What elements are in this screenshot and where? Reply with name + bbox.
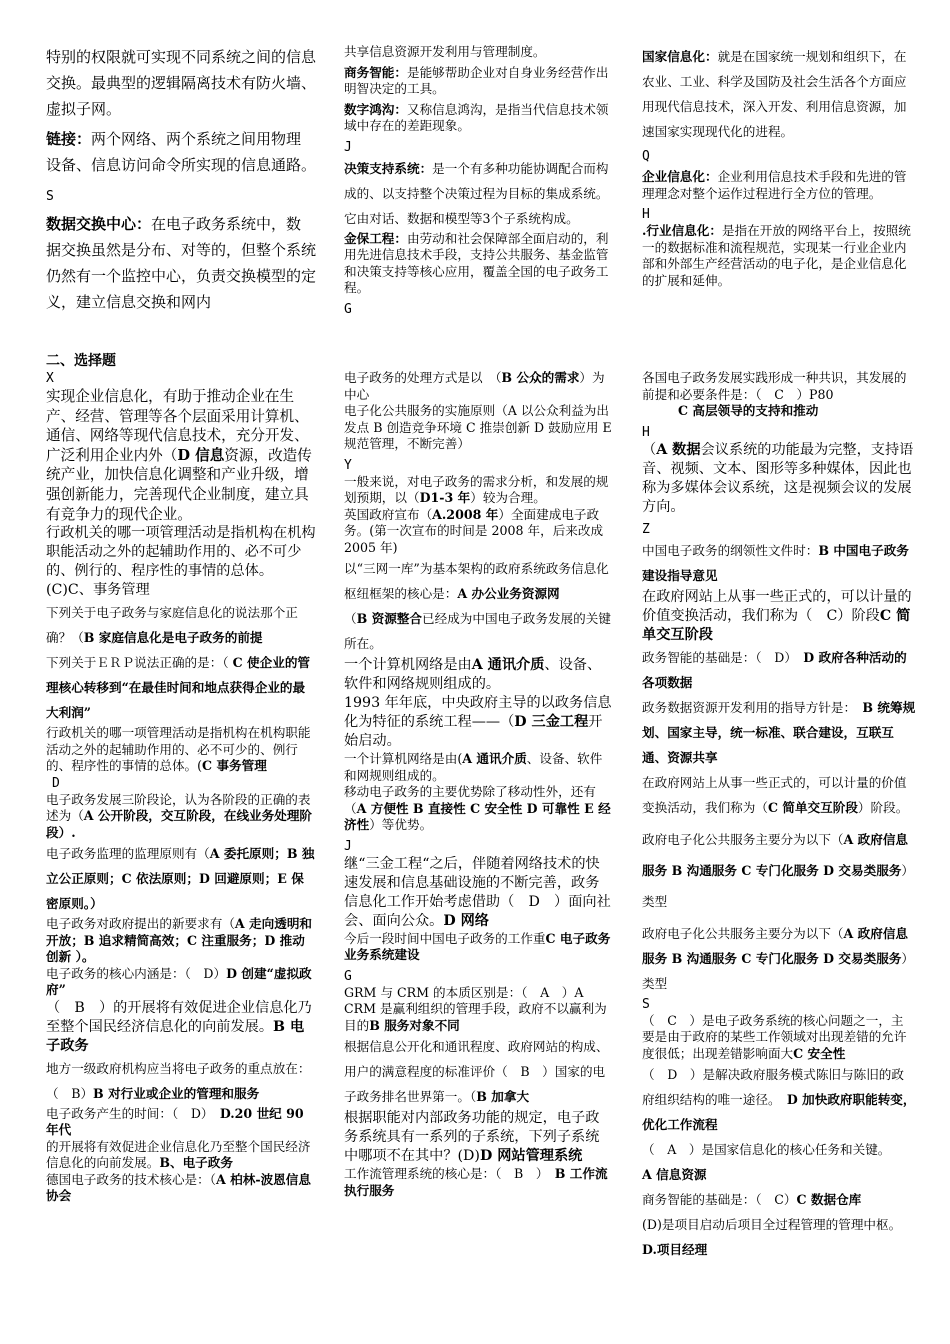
answer: A.2008 年 bbox=[432, 506, 499, 522]
index-letter: D bbox=[52, 775, 60, 791]
index-letter: Y bbox=[344, 457, 352, 473]
question bbox=[642, 770, 916, 820]
definition: 是能够帮助企业对自身业务经营作出明智决定的工具。 bbox=[344, 64, 609, 96]
question-text: 以“三网一库”为基本架构的政府系统政务信息化枢纽框架的核心是： bbox=[344, 561, 609, 601]
question-text: （ B ）的开展将有效促进企业信息化乃至整个国民经济信息化的向前发展。 bbox=[46, 999, 312, 1035]
answer: A 走向透明和开放；B 追求精简高效；C 注重服务；D 推动创新 ）。 bbox=[46, 916, 313, 965]
question-text: 政府电子化公共服务主要分为以下（ bbox=[642, 831, 844, 847]
definition-enterprise bbox=[642, 169, 916, 202]
text-paragraph: 特别的权限就可实现不同系统之间的信息交换。最典型的逻辑隔离技术有防火墙、虚拟子网。 bbox=[46, 48, 317, 118]
answer: C 电子政务业务系统建设 bbox=[344, 930, 611, 962]
question-text: 中国电子政务的纲领性文件时： bbox=[642, 542, 819, 558]
question-text: 电子政务对政府提出的新要求有（ bbox=[46, 916, 235, 932]
question-text: 下列关于ＥＲＰ说法正确的是：（ bbox=[46, 655, 233, 671]
question-text: 资源，改造传统产业，加快信息化调整和产业升级，增强创新能力，完善现代企业制度，建立具有竞争力的现代企业。 bbox=[46, 446, 312, 523]
index-letter: X bbox=[46, 371, 54, 386]
answer: C 安全性 bbox=[793, 1045, 846, 1061]
index-letter: Q bbox=[642, 149, 650, 164]
answer: D 三金工程 bbox=[514, 714, 589, 730]
question-text: 政府电子化公共服务主要分为以下（ bbox=[642, 925, 844, 941]
question bbox=[344, 474, 612, 507]
answer: C 简单交互阶段 bbox=[767, 799, 858, 815]
section-title: 二、选择题 bbox=[46, 353, 116, 369]
question bbox=[46, 999, 316, 1056]
answer: D 加快政府职能转变，优化工作流程 bbox=[642, 1092, 916, 1132]
definition: 是一个有多种功能协调配合而构成的、以支持整个决策过程为目标的集成系统。它由对话、数据和模型等3个子系统构成。 bbox=[344, 160, 609, 226]
question-text: 会议系统的功能最为完整，支持语音、视频、文本、图形等多种媒体，因此也称为多媒体会议系统，这是视频会议的发展方向。 bbox=[642, 441, 914, 515]
answer: A 办公业务资源网 bbox=[457, 586, 560, 601]
question-text: 一个计算机网络是由( bbox=[344, 751, 463, 766]
answer: A 通讯介质 bbox=[462, 751, 527, 766]
question-text: ）阶段。 bbox=[857, 799, 909, 815]
question bbox=[642, 441, 916, 517]
question bbox=[642, 695, 916, 770]
question bbox=[344, 985, 612, 1035]
answer: B 工作流执行服务 bbox=[344, 1166, 608, 1198]
answer: D1-3 年 bbox=[419, 490, 471, 505]
answer: D 信息 bbox=[177, 446, 225, 464]
definition-digital-gap bbox=[344, 102, 612, 135]
answer: B 电子政务 bbox=[46, 1018, 305, 1054]
index-letter: S bbox=[642, 996, 650, 1012]
question-text: 电子政务产生的时间：（ D） bbox=[46, 1105, 220, 1121]
question bbox=[344, 855, 612, 931]
question-text: ）等优势。 bbox=[369, 817, 433, 832]
question-text: 电子政务的处理方式是以 （ bbox=[344, 370, 502, 385]
definition-link bbox=[46, 126, 316, 178]
question-text: 英国政府宣布（ bbox=[344, 506, 433, 522]
question bbox=[344, 656, 612, 694]
questions-column-2 bbox=[344, 370, 612, 1199]
definitions-column-3 bbox=[642, 44, 916, 289]
definition: 两个网络、两个系统之间用物理设备、信息访问命令所实现的信息通路。 bbox=[46, 130, 317, 174]
index-letter: H bbox=[642, 207, 650, 222]
question bbox=[344, 370, 612, 403]
question bbox=[46, 1172, 316, 1205]
answer: B 家庭信息化是电子政务的前提 bbox=[83, 630, 263, 646]
definitions-section bbox=[46, 44, 916, 340]
answer: C 使企业的管理核心转移到“在最佳时间和地点获得企业的最大利润” bbox=[46, 655, 311, 721]
question bbox=[46, 1139, 316, 1172]
question-text: 的开展将有效促进企业信息化乃至整个国民经济信息化的向前发展。 bbox=[46, 1138, 311, 1171]
answer: A 委托原则；B 独立公正原则；C 依法原则；D 回避原则；E 保密原则。） bbox=[46, 846, 315, 912]
question-text: 商务智能的基础是：（ C） bbox=[642, 1192, 797, 1207]
question-text: 电子政务监理的监理原则有（ bbox=[46, 846, 210, 862]
question-text: 各国电子政务发展实践形成一种共识，其发展的前提和必要条件是：（ C ）P80 bbox=[642, 370, 907, 402]
question-text: 在政府网站上从事一些正式的，可以计量的价值变换活动，我们称为（ bbox=[642, 774, 907, 815]
question-text: ）较为合理。 bbox=[470, 490, 546, 505]
question bbox=[642, 370, 916, 420]
question-text: 电子政务发展三阶段论，认为各阶段的正确的表述为（ bbox=[46, 791, 311, 824]
definition-data-exchange bbox=[46, 211, 316, 315]
question bbox=[46, 1056, 316, 1106]
question bbox=[46, 725, 316, 775]
question bbox=[344, 784, 612, 834]
question bbox=[642, 921, 916, 996]
definition: 企业利用信息技术手段和先进的管理理念对整个运作过程进行全方位的管理。 bbox=[642, 169, 907, 201]
answer: B、电子政务 bbox=[159, 1155, 233, 1171]
question-text: 政务智能的基础是：（ D） bbox=[642, 649, 804, 665]
question bbox=[344, 606, 612, 656]
answer: D 政府各种活动的各项数据 bbox=[642, 649, 907, 690]
question-text: 、设备、软件和网络规则组成的。 bbox=[344, 657, 602, 692]
index-letter: S bbox=[46, 189, 54, 204]
answer: B 对行业或企业的管理和服务 bbox=[93, 1085, 260, 1101]
question-text: 电子政务的核心内涵是：（ D） bbox=[46, 965, 227, 981]
question bbox=[344, 931, 612, 964]
question-text: 工作流管理系统的核心是：（ B ） bbox=[344, 1166, 555, 1181]
answer: A 政府信息服务 B 沟通服务 C 专门化服务 D 交易类服务 bbox=[642, 831, 909, 878]
answer: D.20 世纪 90 年代 bbox=[46, 1105, 304, 1138]
definition: 在电子政务系统中，数据交换虽然是分布、对等的，但整个系统仍然有一个监控中心，负责交换模型的定义，建立信息交换和网内 bbox=[46, 215, 317, 311]
definition: 就是在国家统一规划和组织下，在农业、工业、科学及国防及社会生活各个方面应用现代信息技术，深入开发、利用信息资源，加速国家实现现代化的进程。 bbox=[642, 49, 907, 139]
question-text: 地方一级政府机构应当将电子政务的重点放在：（ B） bbox=[46, 1060, 311, 1101]
answer: C 事务管理 bbox=[202, 758, 267, 774]
question bbox=[46, 841, 316, 916]
answer: A 公开阶段，交互阶段，在线业务处理阶段）. bbox=[46, 808, 313, 840]
question-text: 德国电子政务的技术核心是：（ bbox=[46, 1171, 217, 1187]
questions-column-3 bbox=[642, 370, 916, 1262]
question-text: 今后一段时间中国电子政务的工作重 bbox=[344, 930, 546, 946]
question bbox=[344, 507, 612, 557]
definition: 由劳动和社会保障部全面启动的，利用先进信息技术手段，支持公共服务、基金监管和决策支持等核心应用，覆盖全国的电子政务工程。 bbox=[344, 230, 609, 295]
index-letter: G bbox=[344, 968, 352, 984]
question bbox=[344, 1034, 612, 1109]
question-text: 开始启动。 bbox=[344, 714, 603, 749]
definition-bi bbox=[344, 65, 612, 98]
answer: A 数据 bbox=[656, 441, 701, 458]
answer: A 通讯介质 bbox=[471, 657, 545, 673]
question bbox=[46, 792, 316, 842]
answer: B 统筹规划、国家主导，统一标准、联合建设，互联互通、资源共享 bbox=[642, 699, 916, 765]
question bbox=[344, 751, 612, 784]
question bbox=[46, 1106, 316, 1139]
answer: B 公众的需求 bbox=[501, 370, 580, 385]
term: 企业信息化： bbox=[642, 169, 718, 184]
answer: C 高层领导的支持和推动 bbox=[678, 403, 819, 418]
question-text: 政务数据资源开发利用的指导方针是： bbox=[642, 699, 863, 715]
answer: A 方便性 B 直接性 C 安全性 D 可靠性 E 经济性 bbox=[344, 800, 611, 832]
choice-questions-section bbox=[46, 370, 916, 1330]
answer: C 数据仓库 bbox=[796, 1192, 862, 1207]
question bbox=[344, 694, 612, 751]
term: 决策支持系统： bbox=[344, 160, 433, 176]
index-letter: H bbox=[642, 424, 650, 440]
answer: A 信息资源 bbox=[642, 1167, 707, 1182]
question bbox=[46, 387, 316, 524]
answer: D 网络 bbox=[443, 912, 489, 929]
question-text: 继“三金工程“之后，伴随着网络技术的快速发展和信息基础设施的不断完善，政务信息化工作开始考虑借助（ D ）面向社会、面向公众。 bbox=[344, 855, 611, 929]
question-text: ）类型 bbox=[642, 862, 914, 909]
question-text: 下列关于电子政务与家庭信息化的说法那个正确？（ bbox=[46, 605, 298, 646]
definition-national bbox=[642, 44, 916, 144]
answer: D 网站管理系统 bbox=[479, 1148, 583, 1164]
question bbox=[642, 588, 916, 645]
question-text: 一个计算机网络是由 bbox=[344, 657, 472, 673]
question-text: A CRM 是赢利组织的管理手段，政府不以赢利为目的 bbox=[344, 984, 607, 1033]
question bbox=[642, 645, 916, 695]
answer: D.项目经理 bbox=[642, 1242, 708, 1257]
question-text: (D)是项目启动后项目全过程管理的管理中枢。 bbox=[642, 1217, 902, 1232]
definitions-column-2 bbox=[344, 44, 612, 318]
answer: B 中国电子政务建设指导意见 bbox=[642, 542, 909, 583]
question-text: ）全面建成电子政务。(第一次宣布的时间是 2008 年，后来改成 2005 年) bbox=[344, 506, 604, 555]
question-text: 已经成为中国电子政务发展的关键所在。 bbox=[344, 611, 611, 651]
question-text: （ bbox=[344, 611, 357, 626]
question bbox=[344, 556, 612, 606]
definition: 又称信息鸿沟，是指当代信息技术领域中存在的差距现象。 bbox=[344, 101, 609, 133]
question-text: 一般来说，对电子政务的需求分析，和发展的规划预期，以（ bbox=[344, 473, 609, 505]
question bbox=[642, 538, 916, 588]
question-text: 根据信息公开化和通讯程度、政府网站的构成、用户的满意程度的标准评价（ B ）国家的电子政务排名世界第一。（ bbox=[344, 1039, 609, 1104]
question bbox=[46, 650, 316, 725]
definition: 是指在开放的网络平台上，按照统一的数据标准和流程规范，实现某一行业企业内部和外部生产经营活动的电子化，是企业信息化的扩展和延伸。 bbox=[642, 223, 911, 288]
question-text: （ A ）是国家信息化的核心任务和关键。 bbox=[642, 1142, 891, 1157]
question-text: 移动电子政务的主要优势除了移动性外，还有（ bbox=[344, 784, 596, 816]
answer: A 政府信息服务 B 沟通服务 C 专门化服务 D 交易类服务 bbox=[642, 925, 909, 966]
term: 链接： bbox=[46, 130, 92, 148]
question bbox=[642, 1137, 916, 1187]
question-text: 根据职能对内部政务功能的规定，电子政务系统具有一系列的子系统，下列子系统中哪项不在其中？(D) bbox=[344, 1110, 600, 1164]
term: 数字鸿沟： bbox=[344, 101, 407, 117]
answer: B 资源整合 bbox=[356, 611, 422, 626]
term: .行业信息化： bbox=[642, 223, 722, 238]
question-text: 、设备、软件和网规则组成的。 bbox=[344, 751, 603, 783]
answer: A 柏林-波恩信息协会 bbox=[46, 1171, 311, 1204]
term: 商务智能： bbox=[344, 64, 407, 80]
term: 金保工程： bbox=[344, 230, 407, 246]
question-text: 1993 年年底，中央政府主导的以政务信息化为特征的系统工程——（ bbox=[344, 695, 612, 730]
question-text: 实现企业信息化，有助于推动企业在生产、经营、管理等各个层面采用计算机、通信、网络等现代信息技术，充分开发、广泛利用企业内外（ bbox=[46, 388, 309, 464]
term: 国家信息化： bbox=[642, 49, 718, 64]
question bbox=[642, 824, 916, 917]
question: 电子化公共服务的实施原则（A 以公众利益为出发点 B 创造竞争环境 C 推崇创新 D 鼓励应用 E 规范管理，不断完善） bbox=[344, 403, 612, 451]
definition-dss bbox=[344, 156, 612, 231]
question bbox=[642, 1212, 916, 1262]
answer: C 简单交互阶段 bbox=[642, 607, 911, 643]
question-text: 在政府网站上从事一些正式的，可以计量的价值变换活动，我们称为（ C）阶段 bbox=[642, 588, 912, 624]
question bbox=[46, 600, 316, 650]
answer: B 服务对象不同 bbox=[369, 1017, 460, 1033]
index-letter: Z bbox=[642, 521, 650, 537]
question bbox=[642, 1013, 916, 1063]
question-text: ）类型 bbox=[642, 950, 914, 991]
question-text: GRM 与 CRM 的本质区别是：（ A ） bbox=[344, 984, 575, 1000]
question: 行政机关的哪一项管理活动是指机构在机构职能活动之外的起辅助作用的、必不可少的、例行的、程序性的事情的总体。(C)C、事务管理 bbox=[46, 525, 316, 599]
answer: B 加拿大 bbox=[476, 1089, 530, 1104]
term: 数据交换中心： bbox=[46, 215, 152, 233]
index-letter: G bbox=[344, 301, 352, 317]
question bbox=[344, 1109, 612, 1166]
answer: D 创建“虚拟政府” bbox=[46, 965, 312, 998]
question bbox=[46, 966, 316, 999]
question bbox=[642, 1187, 916, 1212]
question-text: 行政机关的哪一项管理活动是指机构在机构职能活动之外的起辅助作用的、必不可少的、例行的、程序性的事情的总体。( bbox=[46, 725, 311, 774]
definitions-column-1 bbox=[46, 44, 316, 315]
definition-industry bbox=[642, 223, 916, 289]
question-text: （ D ）是解决政府服务模式陈旧与陈旧的政府组织结构的唯一途径。 bbox=[642, 1067, 904, 1107]
text-paragraph: 共享信息资源开发利用与管理制度。 bbox=[344, 44, 546, 59]
question bbox=[642, 1062, 916, 1137]
question-text: ）为中心 bbox=[344, 370, 605, 402]
questions-column-1 bbox=[46, 370, 316, 1205]
question-text: （ bbox=[642, 441, 657, 458]
index-letter: J bbox=[344, 139, 352, 155]
definition-golden-insurance bbox=[344, 231, 612, 297]
question bbox=[46, 916, 316, 966]
index-letter: J bbox=[344, 838, 352, 854]
question bbox=[344, 1166, 612, 1199]
question-text: （ C ）是电子政务系统的核心问题之一，主要是由于政府的某些工作领域对出现差错的允许度很低；出现差错影响面大 bbox=[642, 1012, 907, 1061]
